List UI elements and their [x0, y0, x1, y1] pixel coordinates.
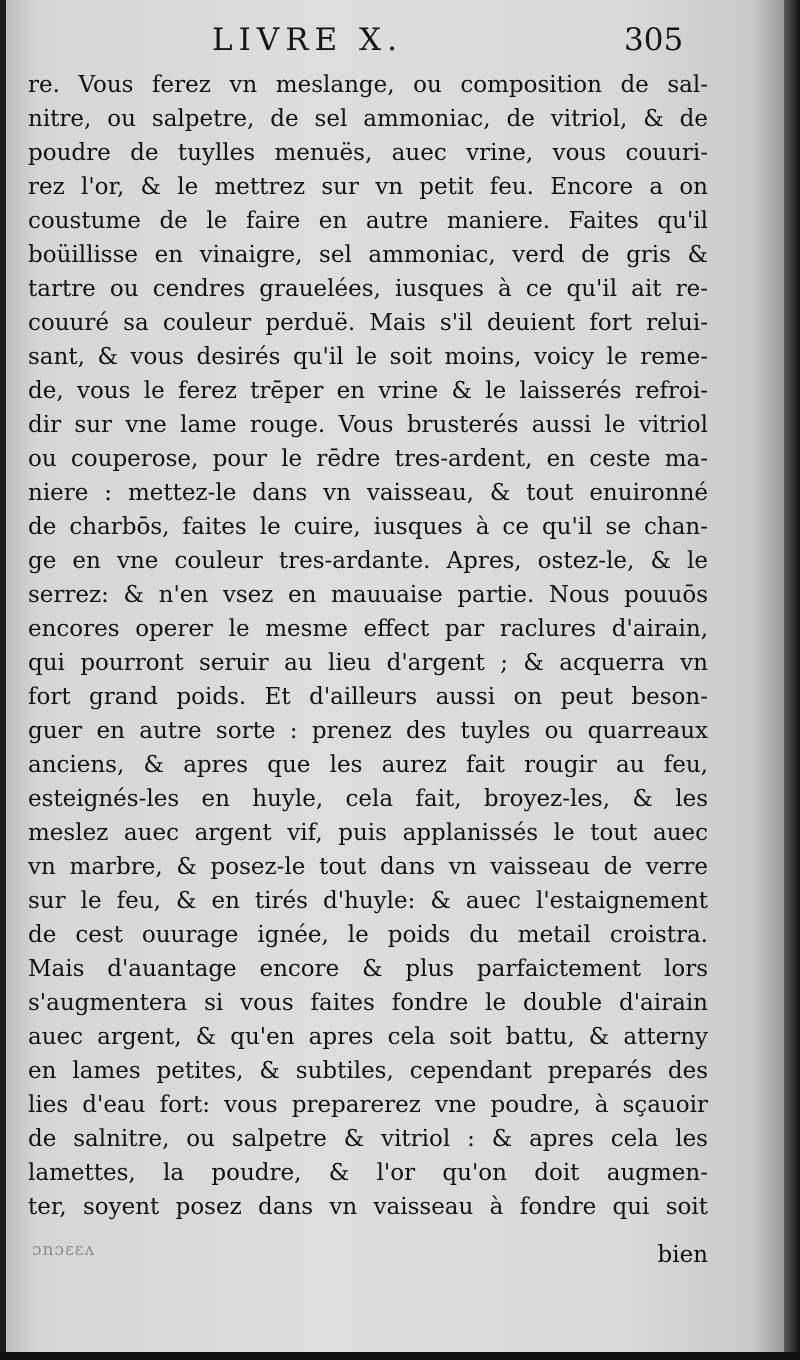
text-line: en lames petites, & subtiles, cependant preparés des — [28, 1058, 708, 1084]
text-line: serrez: & n'en vsez en mauuaise partie. Nous pouuōs — [28, 582, 708, 608]
text-line: vn marbre, & posez-le tout dans vn vaisseau de verre — [28, 854, 708, 880]
text-line: meslez auec argent vif, puis applanissés le tout auec — [28, 820, 708, 846]
text-line: de cest ouurage ignée, le poids du metail croistra. — [28, 922, 708, 948]
footer-line — [28, 1238, 708, 1272]
text-line: lamettes, la poudre, & l'or qu'on doit augmen- — [28, 1160, 708, 1186]
scan-border — [0, 1352, 800, 1360]
paper-page — [6, 0, 784, 1352]
text-line: Mais d'auantage encore & plus parfaictement lors — [28, 956, 708, 982]
text-line: fort grand poids. Et d'ailleurs aussi on peut beson- — [28, 684, 708, 710]
text-line: sur le feu, & en tirés d'huyle: & auec l'estaignement — [28, 888, 708, 914]
text-line: esteignés-les en huyle, cela fait, broyez-les, & les — [28, 786, 708, 812]
text-line: guer en autre sorte : prenez des tuyles ou quarreaux — [28, 718, 708, 744]
text-line: encores operer le mesme effect par raclures d'airain, — [28, 616, 708, 642]
bleed-through-text: ɔnɔɛɛʌ — [32, 1240, 96, 1260]
page-edge-shadow — [784, 0, 800, 1360]
page-header — [6, 18, 784, 62]
page-number: 305 — [624, 22, 684, 58]
text-line: dir sur vne lame rouge. Vous brusterés aussi le vitriol — [28, 412, 708, 438]
text-line: ou couperose, pour le rēdre tres-ardent, en ceste ma- — [28, 446, 708, 472]
text-line: poudre de tuylles menuës, auec vrine, vous couuri- — [28, 140, 708, 166]
text-line: nitre, ou salpetre, de sel ammoniac, de vitriol, & de — [28, 106, 708, 132]
text-line: de, vous le ferez trēper en vrine & le laisserés refroi- — [28, 378, 708, 404]
text-line: ge en vne couleur tres-ardante. Apres, ostez-le, & le — [28, 548, 708, 574]
text-line: ter, soyent posez dans vn vaisseau à fondre qui soit — [28, 1194, 708, 1220]
text-line: coustume de le faire en autre maniere. Faites qu'il — [28, 208, 708, 234]
text-line: tartre ou cendres grauelées, iusques à ce qu'il ait re- — [28, 276, 708, 302]
text-line: de salnitre, ou salpetre & vitriol : & apres cela les — [28, 1126, 708, 1152]
catchword: bien — [657, 1242, 708, 1268]
text-line: couuré sa couleur perduë. Mais s'il deuient fort relui- — [28, 310, 708, 336]
body-text — [28, 68, 708, 1224]
running-title: LIVRE X. — [212, 22, 403, 58]
text-line: sant, & vous desirés qu'il le soit moins, voicy le reme- — [28, 344, 708, 370]
text-line: anciens, & apres que les aurez fait rougir au feu, — [28, 752, 708, 778]
text-line: boüillisse en vinaigre, sel ammoniac, verd de gris & — [28, 242, 708, 268]
text-line: auec argent, & qu'en apres cela soit battu, & atterny — [28, 1024, 708, 1050]
text-line: re. Vous ferez vn meslange, ou composition de sal- — [28, 72, 708, 98]
text-line: niere : mettez-le dans vn vaisseau, & tout enuironné — [28, 480, 708, 506]
text-line: de charbōs, faites le cuire, iusques à ce qu'il se chan- — [28, 514, 708, 540]
text-line: qui pourront seruir au lieu d'argent ; & acquerra vn — [28, 650, 708, 676]
text-line: s'augmentera si vous faites fondre le double d'airain — [28, 990, 708, 1016]
text-line: lies d'eau fort: vous preparerez vne poudre, à sçauoir — [28, 1092, 708, 1118]
text-line: rez l'or, & le mettrez sur vn petit feu. Encore a on — [28, 174, 708, 200]
